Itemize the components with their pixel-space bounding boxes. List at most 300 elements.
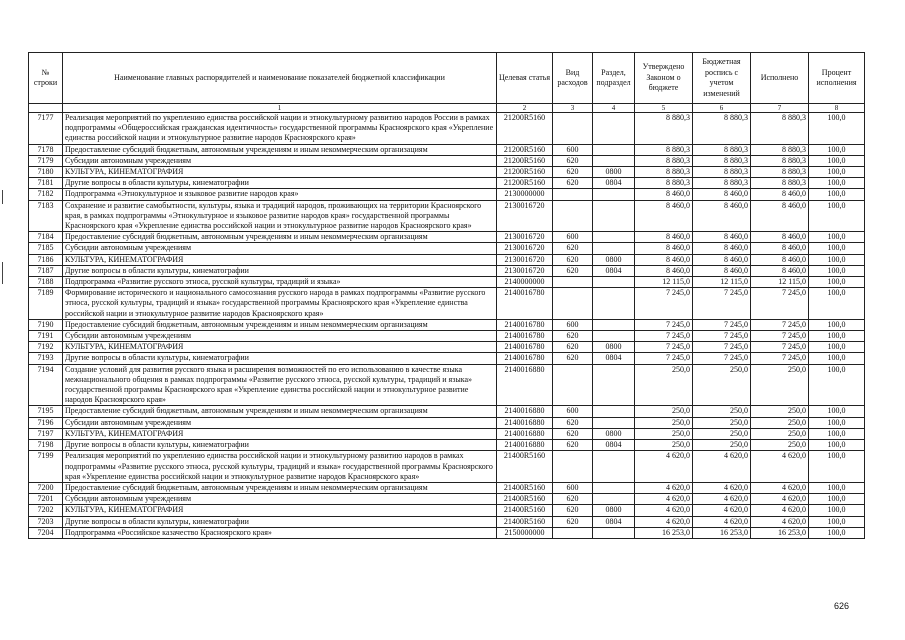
row-executed: 4 620,0 — [751, 505, 809, 516]
header-name: Наименование главных распорядителей и наименование показателей бюджетной классификации — [63, 53, 497, 104]
row-approved: 8 460,0 — [635, 243, 693, 254]
row-expense-type: 620 — [553, 494, 593, 505]
column-number-row — [29, 104, 865, 113]
row-percent: 100,0 — [809, 406, 865, 417]
table-row — [29, 516, 865, 527]
row-section — [593, 319, 635, 330]
row-executed: 8 460,0 — [751, 243, 809, 254]
row-number: 7192 — [29, 342, 63, 353]
row-approved: 4 620,0 — [635, 505, 693, 516]
table-row — [29, 364, 865, 406]
row-section — [593, 364, 635, 406]
row-section — [593, 417, 635, 428]
row-section: 0804 — [593, 178, 635, 189]
table-row — [29, 353, 865, 364]
row-target-article: 2140016880 — [497, 428, 553, 439]
row-budget-plan: 12 115,0 — [693, 277, 751, 288]
row-name: Субсидии автономным учреждениям — [63, 243, 497, 254]
column-number: 6 — [693, 104, 751, 113]
table-row — [29, 417, 865, 428]
row-name: Реализация мероприятий по укреплению единства российской нации и этнокультурному развитию народов России в рамках подпрограммы «Общероссийская гражданская идентичность» государственной программы Красноярского края «Укрепление единства российской нации и этнокультурное развитие народов Красноярского края» — [63, 113, 497, 145]
scan-margin-mark — [2, 190, 3, 204]
row-section — [593, 189, 635, 200]
row-executed: 8 880,3 — [751, 113, 809, 145]
scan-margin-mark — [2, 262, 3, 284]
row-percent: 100,0 — [809, 527, 865, 538]
column-number: 1 — [63, 104, 497, 113]
row-percent: 100,0 — [809, 288, 865, 320]
row-executed: 8 880,3 — [751, 178, 809, 189]
row-target-article: 2130016720 — [497, 265, 553, 276]
row-name: Предоставление субсидий бюджетным, автономным учреждениям и иным некоммерческим организациям — [63, 144, 497, 155]
row-percent: 100,0 — [809, 353, 865, 364]
table-row — [29, 319, 865, 330]
row-percent: 100,0 — [809, 417, 865, 428]
row-executed: 7 245,0 — [751, 288, 809, 320]
row-name: КУЛЬТУРА, КИНЕМАТОГРАФИЯ — [63, 254, 497, 265]
row-expense-type: 600 — [553, 482, 593, 493]
row-percent: 100,0 — [809, 155, 865, 166]
row-percent: 100,0 — [809, 342, 865, 353]
row-percent: 100,0 — [809, 265, 865, 276]
row-target-article: 2130016720 — [497, 200, 553, 232]
row-expense-type — [553, 451, 593, 483]
row-section — [593, 232, 635, 243]
row-budget-plan: 8 880,3 — [693, 167, 751, 178]
row-name: Сохранение и развитие самобытности, культуры, языка и традиций народов, проживающих на территории Красноярского края, в рамках подпрограммы «Этнокультурное и языковое развитие народов края» государственной программы Красноярского края «Укрепление единства российской нации и этнокультурное развитие народов Красноярского края» — [63, 200, 497, 232]
column-number: 3 — [553, 104, 593, 113]
row-section — [593, 277, 635, 288]
row-target-article: 2140000000 — [497, 277, 553, 288]
row-budget-plan: 7 245,0 — [693, 353, 751, 364]
row-executed: 250,0 — [751, 364, 809, 406]
row-executed: 4 620,0 — [751, 482, 809, 493]
row-expense-type: 620 — [553, 353, 593, 364]
row-expense-type — [553, 113, 593, 145]
row-section — [593, 331, 635, 342]
row-name: КУЛЬТУРА, КИНЕМАТОГРАФИЯ — [63, 428, 497, 439]
row-section: 0800 — [593, 254, 635, 265]
row-approved: 8 880,3 — [635, 167, 693, 178]
row-approved: 8 460,0 — [635, 200, 693, 232]
row-target-article: 2140016880 — [497, 417, 553, 428]
header-expense-type: Вид расходов — [553, 53, 593, 104]
table-row — [29, 428, 865, 439]
row-section — [593, 494, 635, 505]
row-expense-type: 600 — [553, 406, 593, 417]
row-name: Субсидии автономным учреждениям — [63, 417, 497, 428]
row-number: 7179 — [29, 155, 63, 166]
row-percent: 100,0 — [809, 505, 865, 516]
row-target-article: 2140016780 — [497, 353, 553, 364]
row-name: Подпрограмма «Развитие русского этноса, русской культуры, традиций и языка» — [63, 277, 497, 288]
row-section: 0800 — [593, 167, 635, 178]
row-section: 0800 — [593, 428, 635, 439]
row-target-article: 21200R5160 — [497, 155, 553, 166]
row-percent: 100,0 — [809, 144, 865, 155]
row-name: Другие вопросы в области культуры, кинематографии — [63, 353, 497, 364]
row-section: 0800 — [593, 342, 635, 353]
row-budget-plan: 7 245,0 — [693, 288, 751, 320]
row-target-article: 21200R5160 — [497, 144, 553, 155]
row-percent: 100,0 — [809, 254, 865, 265]
row-number: 7197 — [29, 428, 63, 439]
row-budget-plan: 8 460,0 — [693, 265, 751, 276]
row-executed: 8 460,0 — [751, 200, 809, 232]
row-expense-type: 600 — [553, 232, 593, 243]
row-name: Подпрограмма «Российское казачество Красноярского края» — [63, 527, 497, 538]
row-number: 7199 — [29, 451, 63, 483]
row-approved: 7 245,0 — [635, 353, 693, 364]
row-number: 7188 — [29, 277, 63, 288]
row-budget-plan: 8 460,0 — [693, 254, 751, 265]
row-executed: 250,0 — [751, 417, 809, 428]
row-target-article: 2130016720 — [497, 243, 553, 254]
row-number: 7194 — [29, 364, 63, 406]
row-section — [593, 243, 635, 254]
row-expense-type: 620 — [553, 440, 593, 451]
row-budget-plan: 4 620,0 — [693, 451, 751, 483]
row-executed: 7 245,0 — [751, 331, 809, 342]
table-row — [29, 277, 865, 288]
row-name: Предоставление субсидий бюджетным, автономным учреждениям и иным некоммерческим организациям — [63, 406, 497, 417]
table-row — [29, 527, 865, 538]
header-section: Раздел, подраздел — [593, 53, 635, 104]
row-executed: 8 880,3 — [751, 167, 809, 178]
row-name: Реализация мероприятий по укреплению единства российской нации и этнокультурному развитию народов в рамках подпрограммы «Развитие русского этноса, русской культуры, традиций и языка» государственной программы Красноярского края «Укрепление единства российской нации и этнокультурное развитие народов Красноярского края» — [63, 451, 497, 483]
row-budget-plan: 250,0 — [693, 406, 751, 417]
row-budget-plan: 7 245,0 — [693, 331, 751, 342]
row-expense-type: 620 — [553, 428, 593, 439]
row-section: 0804 — [593, 353, 635, 364]
row-target-article: 2140016880 — [497, 364, 553, 406]
row-executed: 8 460,0 — [751, 232, 809, 243]
row-expense-type — [553, 189, 593, 200]
row-expense-type: 620 — [553, 516, 593, 527]
row-number: 7185 — [29, 243, 63, 254]
row-section — [593, 527, 635, 538]
row-approved: 7 245,0 — [635, 319, 693, 330]
row-number: 7183 — [29, 200, 63, 232]
row-name: Субсидии автономным учреждениям — [63, 331, 497, 342]
row-section — [593, 200, 635, 232]
column-number: 4 — [593, 104, 635, 113]
row-number: 7180 — [29, 167, 63, 178]
row-percent: 100,0 — [809, 189, 865, 200]
row-percent: 100,0 — [809, 331, 865, 342]
column-number — [29, 104, 63, 113]
row-name: Субсидии автономным учреждениям — [63, 494, 497, 505]
row-approved: 4 620,0 — [635, 482, 693, 493]
table-row — [29, 331, 865, 342]
row-approved: 8 460,0 — [635, 254, 693, 265]
row-section — [593, 155, 635, 166]
row-section: 0804 — [593, 440, 635, 451]
table-header-row — [29, 53, 865, 104]
table-row — [29, 406, 865, 417]
table-row — [29, 265, 865, 276]
row-percent: 100,0 — [809, 440, 865, 451]
table-row — [29, 243, 865, 254]
table-body — [29, 113, 865, 539]
header-row-number: № строки — [29, 53, 63, 104]
row-number: 7190 — [29, 319, 63, 330]
row-percent: 100,0 — [809, 516, 865, 527]
row-target-article: 21400R5160 — [497, 505, 553, 516]
row-approved: 7 245,0 — [635, 331, 693, 342]
row-budget-plan: 250,0 — [693, 440, 751, 451]
row-expense-type: 620 — [553, 167, 593, 178]
table-row — [29, 254, 865, 265]
column-number: 2 — [497, 104, 553, 113]
row-number: 7200 — [29, 482, 63, 493]
row-budget-plan: 7 245,0 — [693, 319, 751, 330]
row-percent: 100,0 — [809, 451, 865, 483]
row-executed: 4 620,0 — [751, 451, 809, 483]
row-budget-plan: 4 620,0 — [693, 505, 751, 516]
row-expense-type: 620 — [553, 342, 593, 353]
header-target-article: Целевая статья — [497, 53, 553, 104]
row-target-article: 2140016780 — [497, 288, 553, 320]
row-approved: 16 253,0 — [635, 527, 693, 538]
row-budget-plan: 4 620,0 — [693, 494, 751, 505]
row-number: 7198 — [29, 440, 63, 451]
row-expense-type: 620 — [553, 155, 593, 166]
row-executed: 8 880,3 — [751, 144, 809, 155]
row-percent: 100,0 — [809, 494, 865, 505]
row-section: 0800 — [593, 505, 635, 516]
row-approved: 8 880,3 — [635, 113, 693, 145]
row-percent: 100,0 — [809, 482, 865, 493]
row-section — [593, 406, 635, 417]
row-expense-type: 620 — [553, 178, 593, 189]
row-executed: 7 245,0 — [751, 353, 809, 364]
row-budget-plan: 8 880,3 — [693, 113, 751, 145]
row-target-article: 2130016720 — [497, 232, 553, 243]
row-name: КУЛЬТУРА, КИНЕМАТОГРАФИЯ — [63, 167, 497, 178]
row-budget-plan: 16 253,0 — [693, 527, 751, 538]
row-expense-type: 600 — [553, 144, 593, 155]
row-number: 7177 — [29, 113, 63, 145]
row-number: 7184 — [29, 232, 63, 243]
header-approved: Утверждено Законом о бюджете — [635, 53, 693, 104]
row-budget-plan: 8 880,3 — [693, 144, 751, 155]
row-executed: 8 880,3 — [751, 155, 809, 166]
row-target-article: 2140016780 — [497, 319, 553, 330]
row-approved: 12 115,0 — [635, 277, 693, 288]
row-percent: 100,0 — [809, 178, 865, 189]
table-row — [29, 342, 865, 353]
row-executed: 8 460,0 — [751, 189, 809, 200]
row-percent: 100,0 — [809, 428, 865, 439]
row-approved: 8 460,0 — [635, 265, 693, 276]
row-section — [593, 482, 635, 493]
header-executed: Исполнено — [751, 53, 809, 104]
row-number: 7182 — [29, 189, 63, 200]
row-executed: 8 460,0 — [751, 265, 809, 276]
row-section — [593, 288, 635, 320]
table-row — [29, 155, 865, 166]
row-target-article: 21400R5160 — [497, 516, 553, 527]
row-approved: 4 620,0 — [635, 516, 693, 527]
row-budget-plan: 7 245,0 — [693, 342, 751, 353]
row-approved: 250,0 — [635, 364, 693, 406]
row-expense-type: 620 — [553, 243, 593, 254]
row-percent: 100,0 — [809, 243, 865, 254]
row-number: 7189 — [29, 288, 63, 320]
row-approved: 8 880,3 — [635, 178, 693, 189]
row-expense-type — [553, 364, 593, 406]
table-row — [29, 178, 865, 189]
row-name: Другие вопросы в области культуры, кинематографии — [63, 265, 497, 276]
row-name: КУЛЬТУРА, КИНЕМАТОГРАФИЯ — [63, 505, 497, 516]
row-percent: 100,0 — [809, 277, 865, 288]
row-name: Другие вопросы в области культуры, кинематографии — [63, 178, 497, 189]
row-approved: 250,0 — [635, 428, 693, 439]
row-number: 7181 — [29, 178, 63, 189]
column-number: 8 — [809, 104, 865, 113]
row-approved: 8 460,0 — [635, 232, 693, 243]
row-name: Субсидии автономным учреждениям — [63, 155, 497, 166]
row-target-article: 2140016880 — [497, 406, 553, 417]
row-expense-type — [553, 200, 593, 232]
row-name: Другие вопросы в области культуры, кинематографии — [63, 516, 497, 527]
row-percent: 100,0 — [809, 167, 865, 178]
row-target-article: 21400R5160 — [497, 494, 553, 505]
row-percent: 100,0 — [809, 319, 865, 330]
row-budget-plan: 250,0 — [693, 364, 751, 406]
row-number: 7201 — [29, 494, 63, 505]
column-number: 7 — [751, 104, 809, 113]
row-number: 7204 — [29, 527, 63, 538]
row-expense-type: 620 — [553, 331, 593, 342]
header-percent: Процент исполнения — [809, 53, 865, 104]
row-approved: 250,0 — [635, 417, 693, 428]
table-row — [29, 494, 865, 505]
row-executed: 16 253,0 — [751, 527, 809, 538]
row-number: 7178 — [29, 144, 63, 155]
row-name: Другие вопросы в области культуры, кинематографии — [63, 440, 497, 451]
row-budget-plan: 8 460,0 — [693, 200, 751, 232]
row-budget-plan: 4 620,0 — [693, 516, 751, 527]
page-number: 626 — [833, 601, 849, 611]
table-row — [29, 288, 865, 320]
row-executed: 4 620,0 — [751, 494, 809, 505]
row-number: 7193 — [29, 353, 63, 364]
row-target-article: 2140016780 — [497, 331, 553, 342]
table-row — [29, 232, 865, 243]
row-budget-plan: 8 880,3 — [693, 178, 751, 189]
row-executed: 250,0 — [751, 406, 809, 417]
row-executed: 8 460,0 — [751, 254, 809, 265]
row-executed: 7 245,0 — [751, 342, 809, 353]
table-row — [29, 440, 865, 451]
table-row — [29, 482, 865, 493]
row-section — [593, 451, 635, 483]
row-approved: 7 245,0 — [635, 288, 693, 320]
row-approved: 8 880,3 — [635, 144, 693, 155]
row-target-article: 2140016880 — [497, 440, 553, 451]
row-percent: 100,0 — [809, 200, 865, 232]
row-budget-plan: 8 460,0 — [693, 232, 751, 243]
table-row — [29, 113, 865, 145]
row-name: Предоставление субсидий бюджетным, автономным учреждениям и иным некоммерческим организациям — [63, 232, 497, 243]
row-executed: 4 620,0 — [751, 516, 809, 527]
row-expense-type — [553, 527, 593, 538]
row-executed: 250,0 — [751, 440, 809, 451]
row-target-article: 2150000000 — [497, 527, 553, 538]
table-row — [29, 189, 865, 200]
header-budget-plan: Бюджетная роспись с учетом изменений — [693, 53, 751, 104]
row-approved: 7 245,0 — [635, 342, 693, 353]
row-section — [593, 113, 635, 145]
row-target-article: 21400R5160 — [497, 451, 553, 483]
row-budget-plan: 8 460,0 — [693, 243, 751, 254]
row-approved: 8 880,3 — [635, 155, 693, 166]
row-percent: 100,0 — [809, 113, 865, 145]
row-number: 7195 — [29, 406, 63, 417]
table-row — [29, 505, 865, 516]
row-name: КУЛЬТУРА, КИНЕМАТОГРАФИЯ — [63, 342, 497, 353]
row-percent: 100,0 — [809, 232, 865, 243]
table-row — [29, 200, 865, 232]
row-expense-type: 620 — [553, 265, 593, 276]
row-number: 7191 — [29, 331, 63, 342]
row-target-article: 2130016720 — [497, 254, 553, 265]
table-row — [29, 144, 865, 155]
row-approved: 8 460,0 — [635, 189, 693, 200]
row-approved: 4 620,0 — [635, 451, 693, 483]
row-section: 0804 — [593, 516, 635, 527]
row-number: 7186 — [29, 254, 63, 265]
row-approved: 250,0 — [635, 406, 693, 417]
row-expense-type: 620 — [553, 505, 593, 516]
row-expense-type — [553, 288, 593, 320]
row-number: 7187 — [29, 265, 63, 276]
row-name: Предоставление субсидий бюджетным, автономным учреждениям и иным некоммерческим организациям — [63, 482, 497, 493]
row-executed: 12 115,0 — [751, 277, 809, 288]
budget-table — [28, 52, 865, 539]
row-number: 7202 — [29, 505, 63, 516]
row-budget-plan: 250,0 — [693, 417, 751, 428]
row-section — [593, 144, 635, 155]
row-executed: 250,0 — [751, 428, 809, 439]
row-section: 0804 — [593, 265, 635, 276]
row-budget-plan: 4 620,0 — [693, 482, 751, 493]
row-budget-plan: 8 880,3 — [693, 155, 751, 166]
row-approved: 250,0 — [635, 440, 693, 451]
row-target-article: 21400R5160 — [497, 482, 553, 493]
row-name: Предоставление субсидий бюджетным, автономным учреждениям и иным некоммерческим организациям — [63, 319, 497, 330]
table-row — [29, 167, 865, 178]
row-name: Формирование исторического и национального самосознания русского народа в рамках подпрограммы «Развитие русского этноса, русской культуры, традиций и языка» государственной программы Красноярского края «Укрепление единства российской нации и этнокультурное развитие народов Красноярского края» — [63, 288, 497, 320]
row-target-article: 21200R5160 — [497, 178, 553, 189]
row-number: 7203 — [29, 516, 63, 527]
row-target-article: 2140016780 — [497, 342, 553, 353]
row-target-article: 21200R5160 — [497, 113, 553, 145]
row-executed: 7 245,0 — [751, 319, 809, 330]
row-budget-plan: 250,0 — [693, 428, 751, 439]
row-number: 7196 — [29, 417, 63, 428]
row-name: Подпрограмма «Этнокультурное и языковое развитие народов края» — [63, 189, 497, 200]
row-approved: 4 620,0 — [635, 494, 693, 505]
row-expense-type: 600 — [553, 319, 593, 330]
row-percent: 100,0 — [809, 364, 865, 406]
row-expense-type: 620 — [553, 417, 593, 428]
column-number: 5 — [635, 104, 693, 113]
row-target-article: 2130000000 — [497, 189, 553, 200]
row-expense-type — [553, 277, 593, 288]
